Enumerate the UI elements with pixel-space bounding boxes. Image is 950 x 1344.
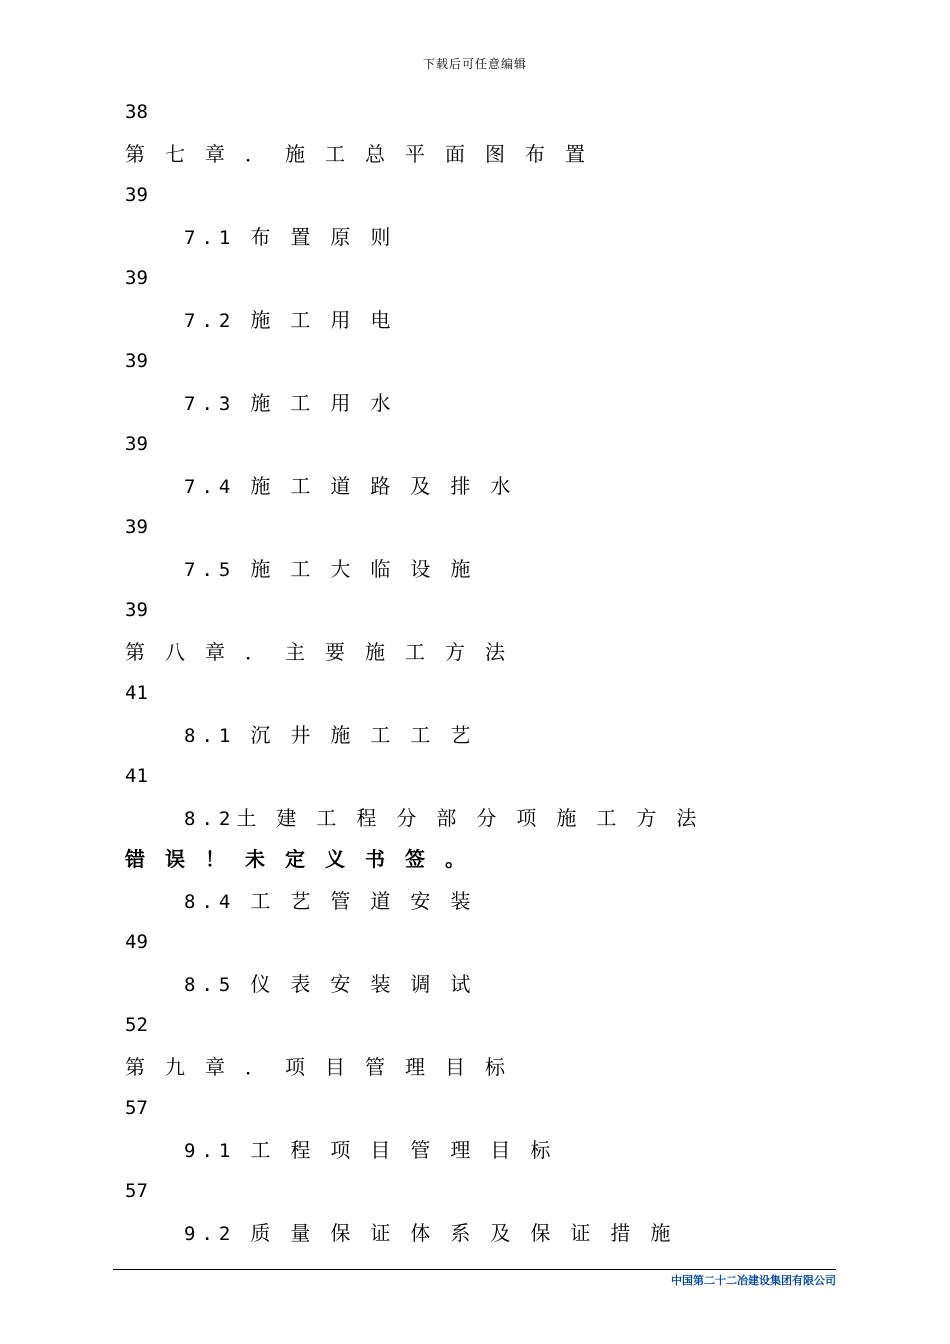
toc-page-number: 39 [125,267,148,289]
toc-section-title: 沉井施工工艺 [250,722,491,747]
company-footer: 中国第二十二冶建设集团有限公司 [671,1274,836,1287]
toc-page-number: 41 [125,765,148,787]
toc-section-title: 土建工程分部分项施工方法 [236,805,717,830]
toc-page-number: 39 [125,599,148,621]
toc-section-number: 7.5 [184,558,237,581]
toc-section-title: 仪表安装调试 [250,971,491,996]
toc-page-number: 39 [125,516,148,538]
toc-page-number: 39 [125,184,148,206]
toc-page-number: 49 [125,931,148,953]
toc-section-title: 施工用电 [250,307,411,332]
toc-section-title: 施工用水 [250,390,411,415]
toc-error-message: 错误！未定义书签。 [125,847,485,871]
toc-section-title: 质量保证体系及保证措施 [250,1220,691,1245]
toc-section-number: 9.1 [184,1139,237,1162]
toc-page-number: 39 [125,350,148,372]
toc-chapter-title: 第七章．施工总平面图布置 [125,141,605,166]
toc-section-entry [0,804,950,846]
toc-section-entry [0,970,950,1012]
toc-page-number: 57 [125,1097,148,1119]
toc-section-entry [0,472,950,514]
page-header: 下载后可任意编辑 [422,57,527,71]
toc-section-title: 施工道路及排水 [250,473,531,498]
toc-section-number: 8.5 [184,973,237,996]
toc-section-number: 7.4 [184,475,237,498]
toc-section-title: 施工大临设施 [250,556,491,581]
toc-section-entry [0,721,950,763]
toc-chapter-title: 第九章．项目管理目标 [125,1054,525,1079]
toc-section-number: 7.3 [184,392,237,415]
toc-section-title: 工程项目管理目标 [250,1137,571,1162]
toc-section-title: 布置原则 [250,224,411,249]
toc-section-entry [0,1136,950,1178]
footer-divider [113,1269,836,1270]
toc-section-entry [0,223,950,265]
toc-section-number: 7.1 [184,226,237,249]
toc-section-entry [0,306,950,348]
toc-section-number: 7.2 [184,309,237,332]
toc-chapter-title: 第八章．主要施工方法 [125,639,525,664]
toc-page-number: 41 [125,682,148,704]
toc-page-number: 57 [125,1180,148,1202]
toc-page-number: 39 [125,433,148,455]
toc-section-number: 8.2 [184,807,237,830]
toc-section-entry [0,555,950,597]
toc-section-number: 8.1 [184,724,237,747]
toc-section-title: 工艺管道安装 [250,888,491,913]
toc-page-number: 38 [125,101,148,123]
toc-section-number: 8.4 [184,890,237,913]
table-of-contents [0,98,950,1260]
toc-section-entry [0,389,950,431]
toc-section-entry [0,1219,950,1261]
toc-section-number: 9.2 [184,1222,237,1245]
toc-section-entry [0,887,950,929]
toc-page-number: 52 [125,1014,148,1036]
